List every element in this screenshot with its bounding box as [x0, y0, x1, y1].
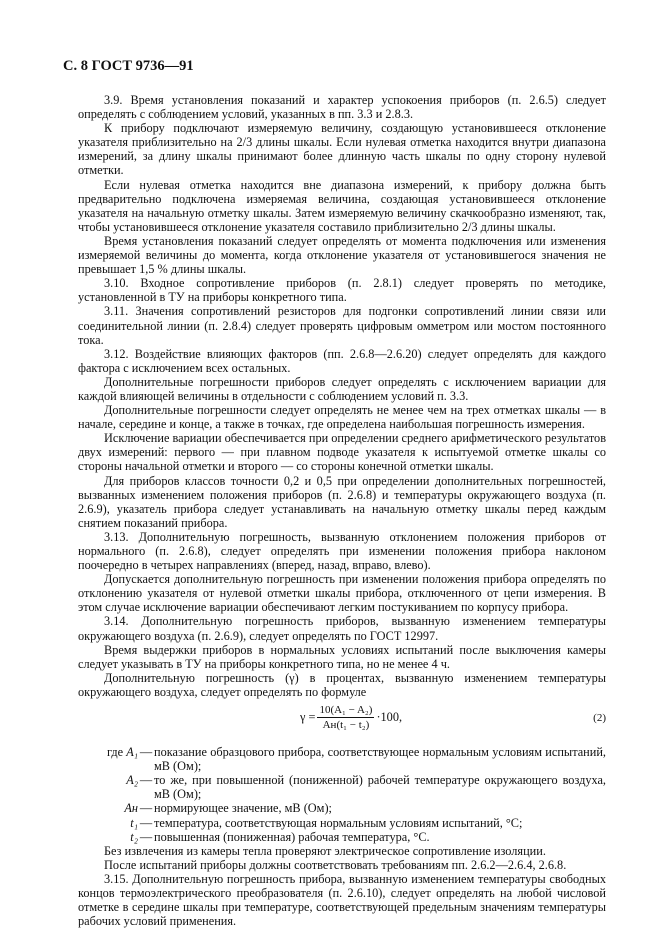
paragraph: Допускается дополнительную погрешность при изменении положения прибора определять по отклонению указателя от нулевой отметки шкалы прибора, отключенного от цепи измерения. В этом случае исключение вариации обеспечивают легким постукиванием по корпусу прибора.	[78, 572, 606, 615]
paragraph-3-12: 3.12. Воздействие влияющих факторов (пп. 2.6.8—2.6.20) следует определять для каждого фактора с исключением всех остальных.	[78, 346, 606, 375]
symbol: A₁	[126, 745, 138, 760]
dash: —	[139, 815, 153, 830]
definition-text: повышенная (пониженная) рабочая температура, °С.	[154, 829, 430, 844]
paragraph: Дополнительные погрешности приборов следует определять с исключением вариации для каждой влияющей величины в отдельности с соблюдением условий п. 3.3.	[78, 374, 606, 403]
definition-text: показание образцового прибора, соответствующее нормальным условиям испытаний, мВ (Ом);	[154, 745, 606, 774]
page-header: С. 8 ГОСТ 9736—91	[63, 58, 194, 74]
formula-number: (2)	[593, 712, 606, 725]
paragraph: Без извлечения из камеры тепла проверяют электрическое сопротивление изоляции.	[104, 843, 546, 858]
variable-definitions	[78, 745, 606, 844]
formula-fraction	[317, 703, 374, 732]
definition-row	[78, 830, 606, 844]
paragraph-3-13: 3.13. Дополнительную погрешность, вызванную отклонением положения приборов от нормального (п. 2.6.8), следует определять при изменении положения прибора наклоном поочередно в четырех направлениях (вперед, назад, вправо, влево).	[78, 529, 606, 573]
definition-symbol	[62, 745, 138, 773]
paragraph-3-14: 3.14. Дополнительную погрешность приборов, вызванную изменением температуры окружающего воздуха (п. 2.6.9), следует определять по ГОСТ 12997.	[78, 614, 606, 643]
definition-text: то же, при повышенной (пониженной) рабочей температуре окружающего воздуха, мВ (Ом);	[154, 773, 606, 802]
paragraph: После испытаний приборы должны соответствовать требованиям пп. 2.6.2—2.6.4, 2.6.8.	[104, 857, 567, 872]
paragraph: Время установления показаний следует определять от момента подключения или изменения измеряемой величины до момента, когда отклонение указателя от установившегося значения не превышает 1,5 % длины шкалы.	[78, 233, 606, 277]
formula-lhs: γ =	[300, 710, 316, 725]
paragraph-3-10: 3.10. Входное сопротивление приборов (п. 2.8.1) следует проверять по методике, установленной в ТУ на приборы конкретного типа.	[78, 276, 606, 305]
definition-symbol	[78, 816, 138, 830]
paragraph: Для приборов классов точности 0,2 и 0,5 при определении дополнительных погрешностей, вызванных изменением положения приборов (п. 2.6.8) и температуры окружающего воздуха (п. 2.6.9), указатель прибора следует устанавливать на начальную отметку шкалы перед каждым снятием показаний прибора.	[78, 473, 606, 530]
paragraph: Дополнительные погрешности следует определять не менее чем на трех отметках шкалы — в начале, середине и конце, а также в точках, где определена наибольшая погрешность измерения.	[78, 403, 606, 432]
paragraph-3-11: 3.11. Значения сопротивлений резисторов для подгонки сопротивлений линии связи или соединительной линии (п. 2.8.4) следует проверять цифровым омметром или мостом постоянного тока.	[78, 304, 606, 347]
definition-symbol	[78, 773, 138, 801]
dash: —	[139, 745, 153, 760]
symbol: Aн	[124, 801, 138, 816]
formula-numerator: 10(A₁ − A₂)	[319, 704, 373, 717]
dash: —	[139, 773, 153, 788]
symbol: A₂	[126, 773, 138, 788]
symbol: t₂	[130, 829, 138, 844]
formula-denominator: Aн(t₁ − t₂)	[322, 719, 370, 732]
definition-row	[78, 745, 606, 773]
paragraph: Время выдержки приборов в нормальных условиях испытаний после выключения камеры следует указывать в ТУ на приборы конкретного типа, но не менее 4 ч.	[78, 642, 606, 671]
paragraph: Исключение вариации обеспечивается при определении среднего арифметического результатов двух измерений: первого — при плавном подводе указателя к испытуемой отметке шкалы со стороны начальной отметки и второго — со стороны конечной отметки шкалы.	[78, 431, 606, 474]
paragraph: К прибору подключают измеряемую величину, создающую установившееся отклонение указателя приблизительно на 2/3 длины шкалы. Если нулевая отметка находится внутри диапазона измерений, за длину шкалы принимают более длинную часть шкалы по одну сторону нулевой отметки.	[78, 121, 606, 178]
definition-row	[78, 801, 606, 815]
formula-2	[78, 703, 606, 743]
definition-text: нормирующее значение, мВ (Ом);	[154, 801, 332, 816]
paragraph-3-15: 3.15. Дополнительную погрешность прибора, вызванную изменением температуры свободных концов термоэлектрического преобразователя (п. 2.6.10), следует определять на любой числовой отметке в середине шкалы при температуре, соответствующей предельным значениям температуры рабочих условий применения.	[78, 871, 606, 929]
formula-expression	[300, 703, 402, 732]
definition-text: температура, соответствующая нормальным условиям испытаний, °С;	[154, 815, 523, 830]
definition-row	[78, 816, 606, 830]
dash: —	[139, 829, 153, 844]
where-prefix: где	[106, 745, 124, 760]
document-body	[78, 93, 606, 928]
definition-symbol	[78, 801, 138, 815]
definition-row	[78, 773, 606, 801]
paragraph: Если нулевая отметка находится вне диапазона измерений, к прибору должна быть предварительно подключена измеряемая величина, создающая установившееся отклонение указателя на начальную отметку шкалы. Затем измеряемую величину скачкообразно изменяют, так, чтобы установившееся отклонение указателя составило приблизительно 2/3 длины шкалы.	[78, 177, 606, 234]
definition-symbol	[78, 830, 138, 844]
paragraph: Дополнительную погрешность (γ) в процентах, вызванную изменением температуры окружающего воздуха, следует определять по формуле	[78, 670, 606, 699]
paragraph-3-9: 3.9. Время установления показаний и характер успокоения приборов (п. 2.6.5) следует определять с соблюдением условий, указанных в пп. 3.3 и 2.8.3.	[78, 93, 606, 122]
dash: —	[139, 801, 153, 816]
formula-tail: ·100,	[376, 710, 403, 725]
symbol: t₁	[130, 815, 138, 830]
